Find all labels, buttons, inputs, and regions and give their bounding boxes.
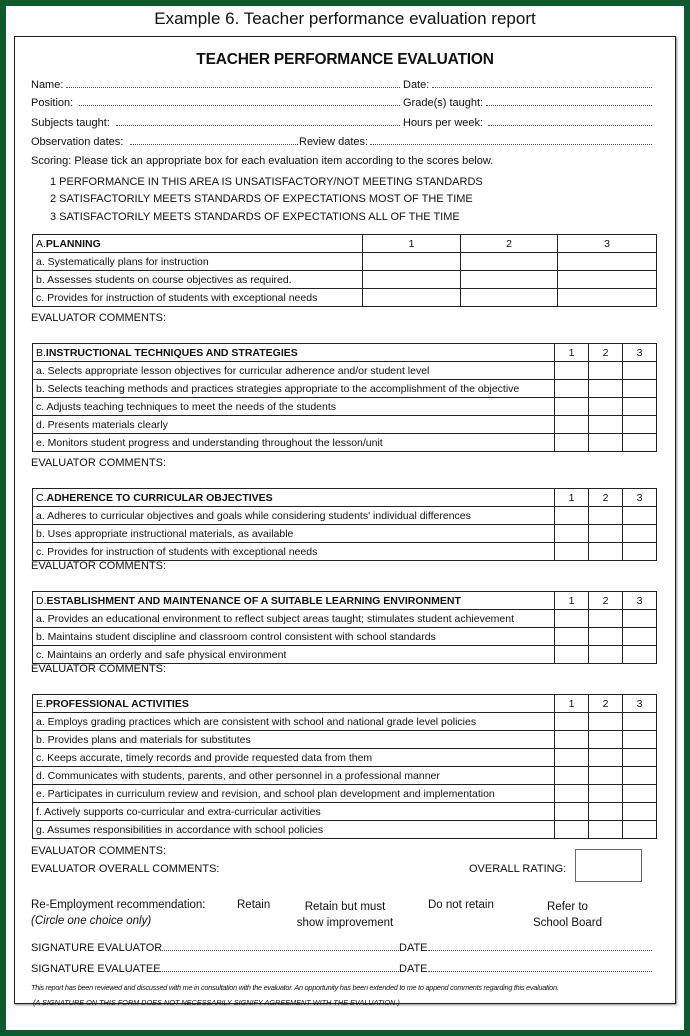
footer-disclaimer: (A SIGNATURE ON THIS FORM DOES NOT NECESSARILY SIGNIFY AGREEMENT WITH THE EVALUATION.) (33, 998, 400, 1007)
score-checkbox-1[interactable] (555, 380, 589, 398)
option-do-not-retain[interactable] (428, 899, 494, 911)
score-checkbox-3[interactable] (623, 543, 657, 561)
table-row (33, 507, 657, 525)
score-checkbox-2[interactable] (589, 646, 623, 664)
overall-comments-label: EVALUATOR OVERALL COMMENTS: (31, 863, 220, 875)
section-a-comments-label: EVALUATOR COMMENTS: (31, 312, 167, 324)
score-checkbox-3[interactable] (623, 767, 657, 785)
score-header-1: 1 (363, 235, 461, 253)
score-checkbox-3[interactable] (623, 731, 657, 749)
table-row (33, 646, 657, 664)
signature-evaluator-label: SIGNATURE EVALUATOR (31, 942, 163, 954)
section-letter: D. (36, 594, 47, 607)
table-row (33, 380, 657, 398)
evaluation-item: c. Provides for instruction of students with exceptional needs (33, 289, 363, 307)
score-checkbox-2[interactable] (589, 803, 623, 821)
section-e-table (32, 694, 657, 839)
score-checkbox-2[interactable] (589, 543, 623, 561)
score-checkbox-2[interactable] (589, 398, 623, 416)
section-letter: E. (36, 697, 46, 710)
score-checkbox-2[interactable] (589, 610, 623, 628)
score-checkbox-1[interactable] (555, 803, 589, 821)
score-checkbox-3[interactable] (623, 785, 657, 803)
score-checkbox-3[interactable] (623, 416, 657, 434)
score-checkbox-2[interactable] (461, 289, 558, 307)
hours-field[interactable] (488, 117, 652, 126)
form-title: TEACHER PERFORMANCE EVALUATION (196, 51, 494, 68)
section-title (33, 592, 555, 610)
table-row (33, 398, 657, 416)
section-letter: B. (36, 346, 46, 359)
score-checkbox-3[interactable] (623, 821, 657, 839)
score-checkbox-3[interactable] (623, 434, 657, 452)
section-title (33, 344, 555, 362)
scoring-intro: Scoring: Please tick an appropriate box for each evaluation item according to the scores below. (31, 155, 494, 167)
score-checkbox-3[interactable] (623, 646, 657, 664)
table-header-row (33, 235, 657, 253)
signature-evaluatee-label: SIGNATURE EVALUATEE (31, 963, 161, 975)
table-row (33, 628, 657, 646)
score-header-2: 2 (589, 695, 623, 713)
section-b-comments-label: EVALUATOR COMMENTS: (31, 457, 167, 469)
position-label: Position: (31, 97, 74, 109)
option-retain-label: Retain (237, 899, 271, 911)
score-checkbox-3[interactable] (623, 610, 657, 628)
score-checkbox-2[interactable] (589, 713, 623, 731)
grades-label: Grade(s) taught: (403, 97, 484, 109)
name-label: Name: (31, 79, 64, 91)
subjects-label: Subjects taught: (31, 117, 110, 129)
table-row (33, 543, 657, 561)
section-d-comments-label: EVALUATOR COMMENTS: (31, 663, 167, 675)
score-checkbox-3[interactable] (623, 749, 657, 767)
evaluatee-date-field[interactable] (428, 963, 652, 972)
evaluation-item: f. Actively supports co-curricular and extra-curricular activities (33, 803, 555, 821)
section-title-text: PLANNING (45, 237, 101, 250)
score-checkbox-3[interactable] (623, 380, 657, 398)
table-header-row (33, 592, 657, 610)
review-field[interactable] (370, 136, 652, 145)
table-header-row (33, 695, 657, 713)
evaluation-item: b. Uses appropriate instructional materials, as available (33, 525, 555, 543)
score-checkbox-1[interactable] (363, 253, 461, 271)
score-header-2: 2 (589, 489, 623, 507)
option-retain[interactable] (237, 899, 270, 911)
score-checkbox-3[interactable] (623, 803, 657, 821)
score-checkbox-2[interactable] (589, 434, 623, 452)
table-row (33, 767, 657, 785)
section-title (33, 489, 555, 507)
score-checkbox-2[interactable] (461, 253, 558, 271)
section-title-text: PROFESSIONAL ACTIVITIES (45, 697, 189, 710)
hours-label: Hours per week: (403, 117, 484, 129)
score-checkbox-2[interactable] (589, 821, 623, 839)
evaluation-item: b. Maintains student discipline and classroom control consistent with school standards (33, 628, 555, 646)
score-checkbox-1[interactable] (555, 416, 589, 434)
date-label: Date: (403, 79, 430, 91)
evaluation-item: e. Monitors student progress and understanding throughout the lesson/unit (33, 434, 555, 452)
evaluation-item: b. Assesses students on course objectives as required. (33, 271, 363, 289)
table-row (33, 253, 657, 271)
score-checkbox-1[interactable] (555, 543, 589, 561)
section-letter: A. (36, 237, 46, 250)
option-retain-improve[interactable] (290, 899, 400, 931)
section-title-text: ADHERENCE TO CURRICULAR OBJECTIVES (46, 491, 273, 504)
score-checkbox-1[interactable] (555, 731, 589, 749)
table-row (33, 785, 657, 803)
score-header-3: 3 (623, 592, 657, 610)
name-field[interactable] (66, 79, 400, 88)
section-c-table (32, 488, 657, 561)
score-checkbox-1[interactable] (555, 525, 589, 543)
evaluation-item: a. Systematically plans for instruction (33, 253, 363, 271)
score-checkbox-1[interactable] (555, 610, 589, 628)
observation-field[interactable] (130, 136, 298, 145)
score-header-1: 1 (555, 695, 589, 713)
score-checkbox-1[interactable] (555, 713, 589, 731)
score-header-3: 3 (558, 235, 657, 253)
score-checkbox-1[interactable] (555, 398, 589, 416)
evaluation-item: c. Adjusts teaching techniques to meet the needs of the students (33, 398, 555, 416)
footer-note: This report has been reviewed and discussed with me in consultation with the evaluator. An opportunity has been extended to me to append comments regarding this evaluation. (31, 983, 559, 992)
scoring-level-2: 2 SATISFACTORILY MEETS STANDARDS OF EXPECTATIONS MOST OF THE TIME (50, 193, 473, 205)
score-checkbox-1[interactable] (555, 767, 589, 785)
section-a-table (32, 234, 657, 307)
score-checkbox-3[interactable] (558, 289, 657, 307)
table-row (33, 271, 657, 289)
signature-evaluatee-field[interactable] (153, 963, 399, 972)
table-header-row (33, 344, 657, 362)
score-checkbox-2[interactable] (589, 507, 623, 525)
score-checkbox-2[interactable] (589, 767, 623, 785)
score-checkbox-3[interactable] (623, 398, 657, 416)
score-header-1: 1 (555, 344, 589, 362)
score-checkbox-1[interactable] (555, 507, 589, 525)
evaluation-item: b. Selects teaching methods and practices strategies appropriate to the accomplishment of the objective (33, 380, 555, 398)
section-b-table (32, 343, 657, 452)
score-checkbox-2[interactable] (589, 731, 623, 749)
option-refer-board-line1: Refer to (547, 901, 588, 913)
section-title-text: INSTRUCTIONAL TECHNIQUES AND STRATEGIES (45, 346, 298, 359)
evaluator-date-label: DATE (399, 942, 428, 954)
table-row (33, 525, 657, 543)
score-checkbox-1[interactable] (555, 362, 589, 380)
score-checkbox-2[interactable] (589, 525, 623, 543)
score-header-1: 1 (555, 489, 589, 507)
option-do-not-retain-label: Do not retain (428, 899, 494, 911)
evaluatee-date-label: DATE (399, 963, 428, 975)
score-checkbox-1[interactable] (363, 289, 461, 307)
score-checkbox-2[interactable] (589, 785, 623, 803)
section-e-comments-label: EVALUATOR COMMENTS: (31, 845, 167, 857)
table-row (33, 821, 657, 839)
score-checkbox-2[interactable] (589, 628, 623, 646)
document-title: Example 6. Teacher performance evaluation report (154, 9, 536, 28)
reemployment-label: Re-Employment recommendation: (31, 899, 206, 911)
evaluation-item: d. Communicates with students, parents, and other personnel in a professional manner (33, 767, 555, 785)
score-checkbox-2[interactable] (589, 749, 623, 767)
section-c-comments-label: EVALUATOR COMMENTS: (31, 560, 167, 572)
option-retain-improve-line1: Retain but must (304, 901, 386, 913)
evaluation-item: a. Selects appropriate lesson objectives for curricular adherence and/or student level (33, 362, 555, 380)
section-d-table (32, 591, 657, 664)
table-row (33, 610, 657, 628)
evaluation-item: a. Adheres to curricular objectives and goals while considering students' individual differences (33, 507, 555, 525)
score-checkbox-1[interactable] (555, 821, 589, 839)
table-row (33, 434, 657, 452)
evaluation-item: c. Keeps accurate, timely records and provide requested data from them (33, 749, 555, 767)
score-header-3: 3 (623, 695, 657, 713)
score-checkbox-3[interactable] (623, 713, 657, 731)
score-checkbox-1[interactable] (363, 271, 461, 289)
table-row (33, 416, 657, 434)
evaluation-item: e. Participates in curriculum review and revision, and school plan development and implementation (33, 785, 555, 803)
score-checkbox-1[interactable] (555, 646, 589, 664)
evaluation-item: g. Assumes responsibilities in accordance with school policies (33, 821, 555, 839)
table-row (33, 803, 657, 821)
table-row (33, 362, 657, 380)
scoring-level-1: 1 PERFORMANCE IN THIS AREA IS UNSATISFACTORY/NOT MEETING STANDARDS (50, 176, 483, 188)
table-header-row (33, 489, 657, 507)
section-title-text: ESTABLISHMENT AND MAINTENANCE OF A SUITABLE LEARNING ENVIRONMENT (46, 594, 461, 607)
section-title (33, 695, 555, 713)
position-field[interactable] (79, 97, 400, 106)
score-checkbox-1[interactable] (555, 785, 589, 803)
table-row (33, 749, 657, 767)
score-checkbox-3[interactable] (623, 525, 657, 543)
section-letter: C. (36, 491, 47, 504)
score-checkbox-3[interactable] (558, 271, 657, 289)
evaluation-item: a. Employs grading practices which are consistent with school and national grade level policies (33, 713, 555, 731)
scoring-level-3: 3 SATISFACTORILY MEETS STANDARDS OF EXPECTATIONS ALL OF THE TIME (50, 211, 460, 223)
review-label: Review dates: (299, 136, 369, 148)
evaluation-item: c. Maintains an orderly and safe physical environment (33, 646, 555, 664)
score-checkbox-2[interactable] (461, 271, 558, 289)
score-checkbox-3[interactable] (558, 253, 657, 271)
overall-rating-box[interactable] (575, 849, 642, 882)
score-checkbox-2[interactable] (589, 416, 623, 434)
evaluator-date-field[interactable] (428, 942, 652, 951)
score-checkbox-3[interactable] (623, 507, 657, 525)
table-row (33, 731, 657, 749)
score-header-2: 2 (589, 344, 623, 362)
score-checkbox-3[interactable] (623, 628, 657, 646)
signature-evaluator-field[interactable] (156, 942, 399, 951)
evaluation-item: c. Provides for instruction of students with exceptional needs (33, 543, 555, 561)
option-refer-board-line2: School Board (532, 917, 603, 929)
date-field[interactable] (432, 79, 652, 88)
overall-rating-label: OVERALL RATING: (469, 863, 567, 875)
score-checkbox-2[interactable] (589, 362, 623, 380)
score-checkbox-3[interactable] (623, 362, 657, 380)
score-header-2: 2 (589, 592, 623, 610)
evaluation-item: d. Presents materials clearly (33, 416, 555, 434)
score-header-3: 3 (623, 344, 657, 362)
table-row (33, 289, 657, 307)
option-refer-board[interactable] (520, 899, 615, 931)
score-header-2: 2 (461, 235, 558, 253)
section-title (33, 235, 363, 253)
score-header-3: 3 (623, 489, 657, 507)
score-header-1: 1 (555, 592, 589, 610)
subjects-field[interactable] (116, 117, 400, 126)
score-checkbox-1[interactable] (555, 749, 589, 767)
score-checkbox-2[interactable] (589, 380, 623, 398)
score-checkbox-1[interactable] (555, 628, 589, 646)
grades-field[interactable] (486, 97, 652, 106)
observation-label: Observation dates: (31, 136, 124, 148)
evaluation-item: b. Provides plans and materials for substitutes (33, 731, 555, 749)
score-checkbox-1[interactable] (555, 434, 589, 452)
table-row (33, 713, 657, 731)
option-retain-improve-line2: show improvement (296, 917, 394, 929)
reemployment-note: (Circle one choice only) (31, 915, 152, 927)
evaluation-item: a. Provides an educational environment to reflect subject areas taught; stimulates student achievement (33, 610, 555, 628)
